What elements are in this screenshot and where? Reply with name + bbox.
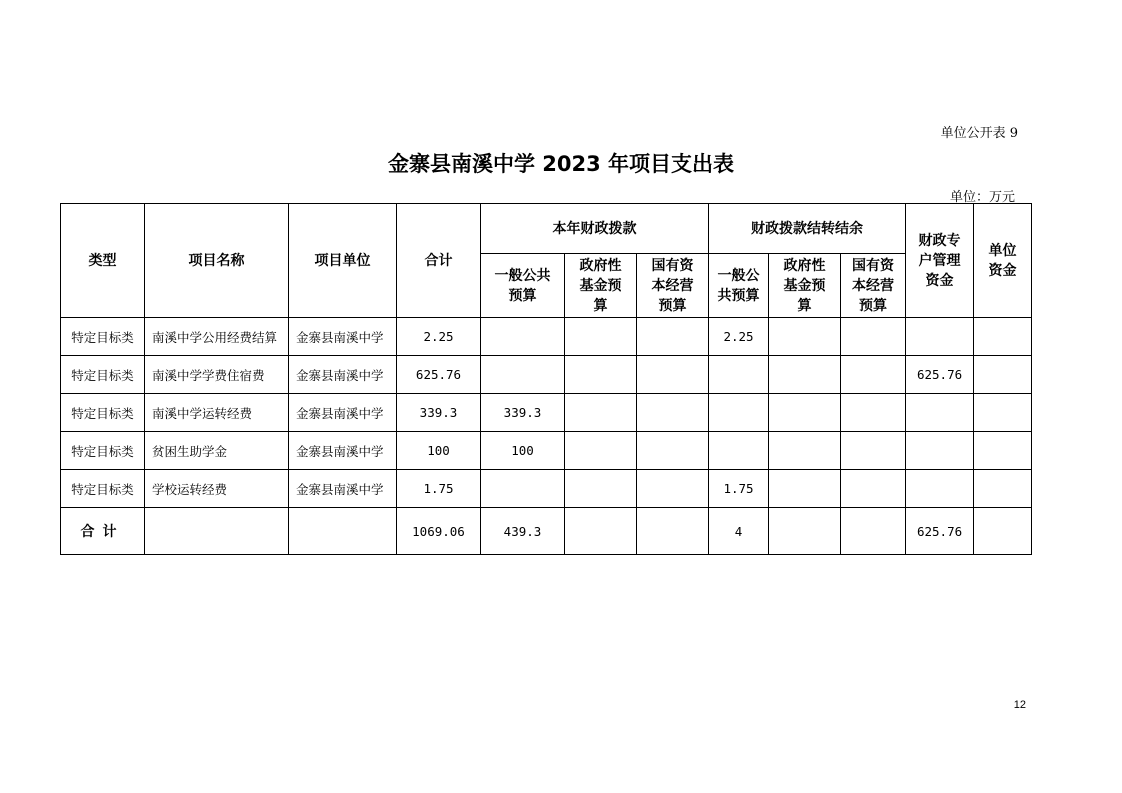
- cell-co-gov-fund: [769, 470, 841, 508]
- cell-type: 特定目标类: [61, 432, 145, 470]
- table-number-label: 单位公开表 9: [940, 126, 1018, 141]
- cell-project-unit: 金寨县南溪中学: [289, 318, 397, 356]
- cell-co-general: [709, 394, 769, 432]
- total-co-state: [841, 508, 906, 555]
- cell-co-state: [841, 356, 906, 394]
- cell-cy-general: 100: [481, 432, 565, 470]
- cell-unit-funds: [974, 356, 1032, 394]
- header-total: 合计: [397, 204, 481, 318]
- table-row: [61, 318, 1032, 356]
- total-label: 合计: [61, 508, 145, 555]
- header-gov-fund-budget: 政府性基金预算: [565, 254, 637, 318]
- cell-unit-funds: [974, 394, 1032, 432]
- cell-project-name: 南溪中学公用经费结算: [145, 318, 289, 356]
- cell-cy-gov-fund: [565, 432, 637, 470]
- cell-project-name: 贫困生助学金: [145, 432, 289, 470]
- cell-co-gov-fund: [769, 394, 841, 432]
- cell-project-unit: 金寨县南溪中学: [289, 470, 397, 508]
- cell-unit-funds: [974, 318, 1032, 356]
- cell-cy-general: 339.3: [481, 394, 565, 432]
- table-row: [61, 356, 1032, 394]
- cell-cy-state: [637, 470, 709, 508]
- cell-project-name: 南溪中学学费住宿费: [145, 356, 289, 394]
- header-special-account-funds: 财政专户管理资金: [906, 204, 974, 318]
- header-general-public-budget: 一般公共预算: [481, 254, 565, 318]
- cell-cy-state: [637, 356, 709, 394]
- cell-co-gov-fund: [769, 432, 841, 470]
- cell-co-state: [841, 432, 906, 470]
- total-amount: 1069.06: [397, 508, 481, 555]
- cell-special: [906, 318, 974, 356]
- cell-project-unit: 金寨县南溪中学: [289, 432, 397, 470]
- cell-special: 625.76: [906, 356, 974, 394]
- header-gov-fund-budget-carryover: 政府性基金预算: [769, 254, 841, 318]
- cell-project-name: 学校运转经费: [145, 470, 289, 508]
- header-type: 类型: [61, 204, 145, 318]
- cell-unit-funds: [974, 470, 1032, 508]
- table-row: [61, 432, 1032, 470]
- header-carryover-balance: 财政拨款结转结余: [709, 204, 906, 254]
- table-row: [61, 394, 1032, 432]
- cell-co-general: 2.25: [709, 318, 769, 356]
- total-co-gov-fund: [769, 508, 841, 555]
- cell-co-general: 1.75: [709, 470, 769, 508]
- cell-project-name: [145, 508, 289, 555]
- cell-total: 2.25: [397, 318, 481, 356]
- cell-type: 特定目标类: [61, 470, 145, 508]
- header-project-unit: 项目单位: [289, 204, 397, 318]
- cell-co-state: [841, 318, 906, 356]
- cell-co-gov-fund: [769, 356, 841, 394]
- cell-total: 339.3: [397, 394, 481, 432]
- cell-type: 特定目标类: [61, 356, 145, 394]
- unit-label: 单位：万元: [949, 190, 1015, 205]
- cell-total: 100: [397, 432, 481, 470]
- cell-special: [906, 394, 974, 432]
- header-current-year-appropriation: 本年财政拨款: [481, 204, 709, 254]
- cell-cy-general: [481, 470, 565, 508]
- cell-co-gov-fund: [769, 318, 841, 356]
- header-general-public-budget-carryover: 一般公共预算: [709, 254, 769, 318]
- cell-co-state: [841, 470, 906, 508]
- project-expenditure-table: [60, 203, 1032, 555]
- cell-cy-gov-fund: [565, 394, 637, 432]
- header-state-capital-budget-carryover: 国有资本经营预算: [841, 254, 906, 318]
- cell-cy-gov-fund: [565, 318, 637, 356]
- cell-cy-general: [481, 356, 565, 394]
- cell-special: [906, 470, 974, 508]
- cell-total: 1.75: [397, 470, 481, 508]
- cell-project-unit: [289, 508, 397, 555]
- table-row: [61, 470, 1032, 508]
- total-row: [61, 508, 1032, 555]
- cell-co-general: [709, 356, 769, 394]
- cell-project-name: 南溪中学运转经费: [145, 394, 289, 432]
- page-number: 12: [1013, 699, 1026, 711]
- total-cy-gov-fund: [565, 508, 637, 555]
- header-unit-funds: 单位资金: [974, 204, 1032, 318]
- cell-co-state: [841, 394, 906, 432]
- total-special: 625.76: [906, 508, 974, 555]
- cell-cy-gov-fund: [565, 356, 637, 394]
- cell-project-unit: 金寨县南溪中学: [289, 394, 397, 432]
- cell-cy-state: [637, 432, 709, 470]
- cell-project-unit: 金寨县南溪中学: [289, 356, 397, 394]
- header-project-name: 项目名称: [145, 204, 289, 318]
- cell-special: [906, 432, 974, 470]
- cell-cy-state: [637, 394, 709, 432]
- cell-cy-general: [481, 318, 565, 356]
- header-state-capital-budget: 国有资本经营预算: [637, 254, 709, 318]
- total-unit-funds: [974, 508, 1032, 555]
- cell-cy-state: [637, 318, 709, 356]
- cell-total: 625.76: [397, 356, 481, 394]
- page-title: 金寨县南溪中学 2023 年项目支出表: [387, 152, 735, 176]
- total-cy-state: [637, 508, 709, 555]
- total-cy-general: 439.3: [481, 508, 565, 555]
- cell-type: 特定目标类: [61, 318, 145, 356]
- cell-co-general: [709, 432, 769, 470]
- cell-cy-gov-fund: [565, 470, 637, 508]
- cell-unit-funds: [974, 432, 1032, 470]
- total-co-general: 4: [709, 508, 769, 555]
- cell-type: 特定目标类: [61, 394, 145, 432]
